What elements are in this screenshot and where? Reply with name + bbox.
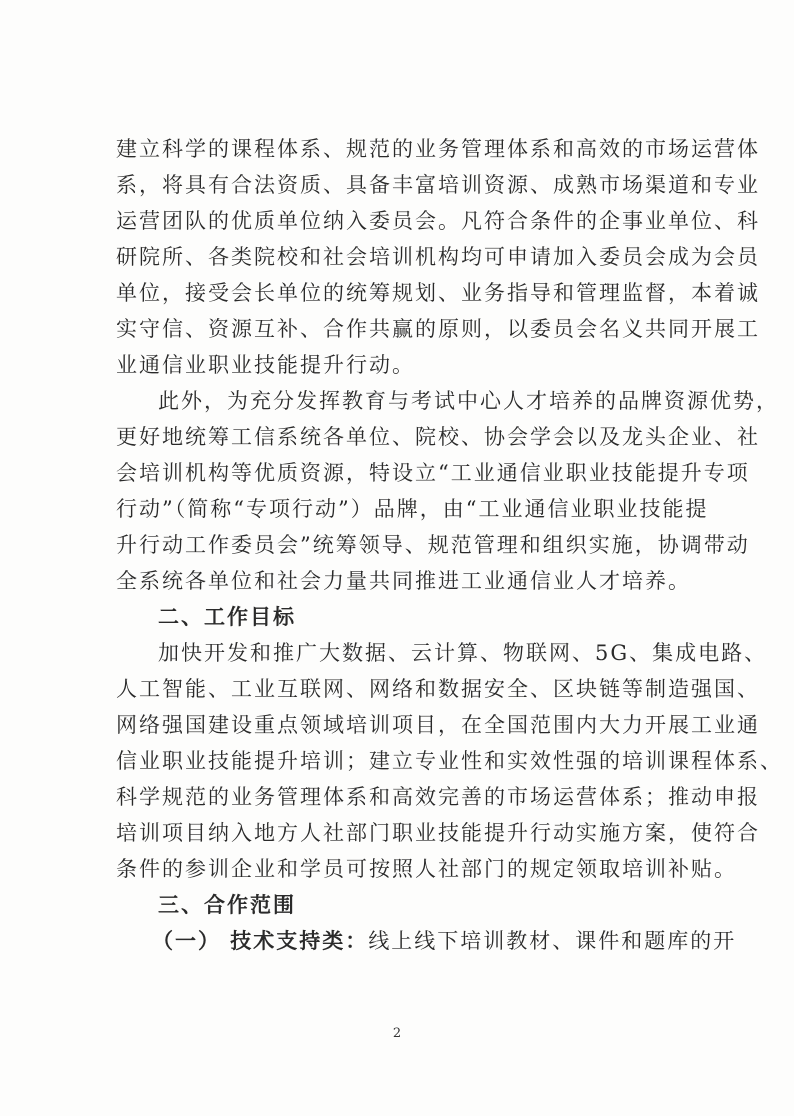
paragraph-line: 会培训机构等优质资源，特设立“工业通信业职业技能提升专项 (116, 461, 750, 485)
paragraph-line: 加快开发和推广大数据、云计算、物联网、5G、集成电路、 (158, 641, 768, 665)
paragraph-line: 全系统各单位和社会力量共同推进工业通信业人才培养。 (116, 569, 691, 593)
paragraph-line: 研院所、各类院校和社会培训机构均可申请加入委员会成为会员 (116, 245, 760, 269)
paragraph-line: 运营团队的优质单位纳入委员会。凡符合条件的企事业单位、科 (116, 209, 760, 233)
paragraph-line: 此外，为充分发挥教育与考试中心人才培养的品牌资源优势， (158, 389, 779, 413)
paragraph-line: 科学规范的业务管理体系和高效完善的市场运营体系；推动申报 (116, 785, 760, 809)
paragraph-line: 条件的参训企业和学员可按照人社部门的规定领取培训补贴。 (116, 857, 737, 881)
section-heading-work-goals: 二、工作目标 (158, 605, 296, 629)
subsection-label-technical-support: （一） 技术支持类： (152, 928, 369, 953)
paragraph-line: 业通信业职业技能提升行动。 (116, 353, 415, 377)
paragraph-line: 升行动工作委员会”统筹领导、规范管理和组织实施，协调带动 (116, 533, 750, 557)
paragraph-line: 培训项目纳入地方人社部门职业技能提升行动实施方案，使符合 (116, 821, 760, 845)
paragraph-line: 单位，接受会长单位的统筹规划、业务指导和管理监督，本着诚 (116, 281, 760, 305)
paragraph-line: 信业职业技能提升培训；建立专业性和实效性强的培训课程体系、 (116, 749, 783, 773)
paragraph-text: 线上线下培训教材、课件和题库的开 (368, 929, 737, 953)
paragraph-line: 网络强国建设重点领域培训项目，在全国范围内大力开展工业通 (116, 713, 760, 737)
paragraph-line: 更好地统筹工信系统各单位、院校、协会学会以及龙头企业、社 (116, 425, 760, 449)
paragraph-line: 行动”（简称“专项行动”）品牌，由“工业通信业职业技能提 (116, 497, 709, 521)
section-heading-cooperation-scope: 三、合作范围 (158, 893, 296, 917)
paragraph-line (152, 923, 737, 959)
paragraph-line: 系，将具有合法资质、具备丰富培训资源、成熟市场渠道和专业 (116, 173, 760, 197)
paragraph-line: 建立科学的课程体系、规范的业务管理体系和高效的市场运营体 (116, 137, 760, 161)
paragraph-line: 人工智能、工业互联网、网络和数据安全、区块链等制造强国、 (116, 677, 760, 701)
page-number: 2 (392, 1026, 402, 1041)
paragraph-line: 实守信、资源互补、合作共赢的原则，以委员会名义共同开展工 (116, 317, 760, 341)
